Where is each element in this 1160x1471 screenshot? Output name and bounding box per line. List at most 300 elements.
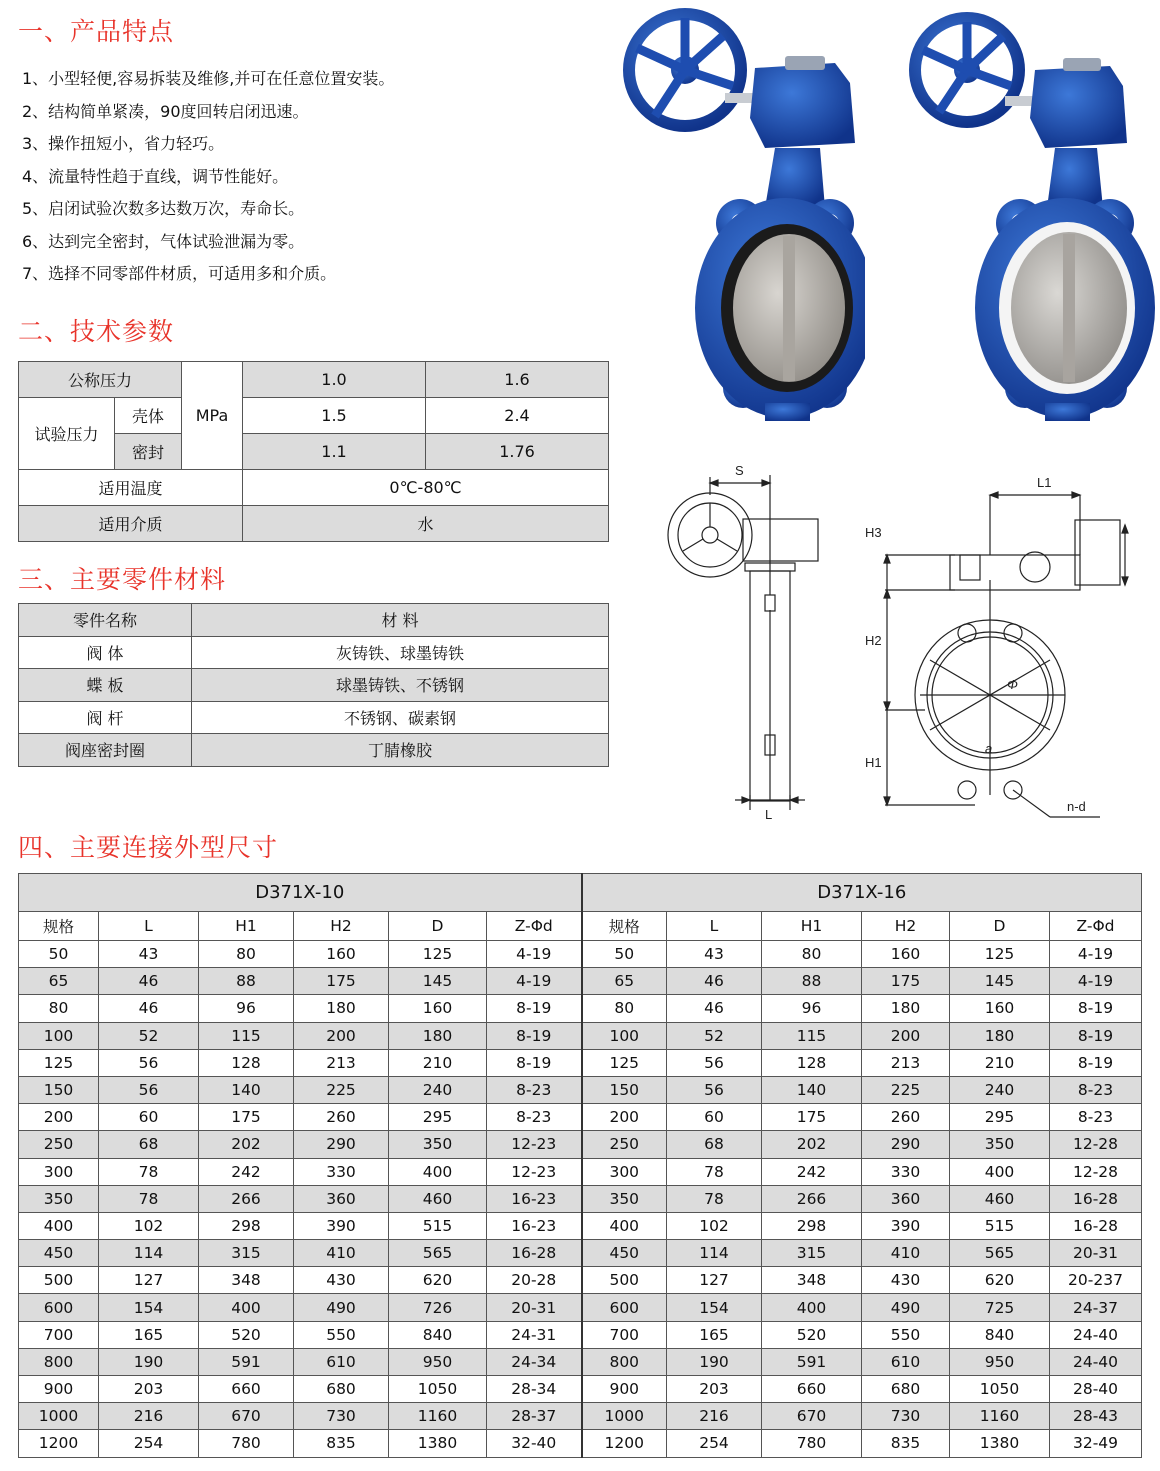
feature-item: 4、流量特性趋于直线，调节性能好。 bbox=[22, 166, 289, 186]
dims-cell: 32-40 bbox=[487, 1430, 582, 1457]
dims-cell: 68 bbox=[667, 1131, 762, 1158]
dims-cell: 145 bbox=[950, 968, 1050, 995]
dims-cell: 56 bbox=[667, 1076, 762, 1103]
dims-cell: 88 bbox=[199, 968, 294, 995]
dims-cell: 78 bbox=[667, 1158, 762, 1185]
dims-cell: 242 bbox=[762, 1158, 862, 1185]
dims-cell: 46 bbox=[667, 968, 762, 995]
dims-cell: 127 bbox=[99, 1267, 199, 1294]
dims-cell: 565 bbox=[389, 1240, 487, 1267]
dims-cell: 12-23 bbox=[487, 1131, 582, 1158]
dims-cell: 20-28 bbox=[487, 1267, 582, 1294]
dims-cell: 145 bbox=[389, 968, 487, 995]
dims-cell: 680 bbox=[862, 1376, 950, 1403]
dims-cell: 165 bbox=[667, 1321, 762, 1348]
dims-row bbox=[19, 968, 1142, 995]
dims-cell: 46 bbox=[99, 968, 199, 995]
dims-cell: 1000 bbox=[19, 1403, 99, 1430]
dims-cell: 900 bbox=[19, 1376, 99, 1403]
dims-row bbox=[19, 1403, 1142, 1430]
part-material: 灰铸铁、球墨铸铁 bbox=[192, 636, 609, 669]
dims-cell: 52 bbox=[99, 1022, 199, 1049]
dims-cell: 8-19 bbox=[1050, 1049, 1142, 1076]
dims-cell: 348 bbox=[762, 1267, 862, 1294]
dims-cell: 350 bbox=[950, 1131, 1050, 1158]
dims-row bbox=[19, 1104, 1142, 1131]
dims-cell: 240 bbox=[389, 1076, 487, 1103]
dims-cell: 180 bbox=[294, 995, 389, 1022]
dims-row bbox=[19, 1022, 1142, 1049]
dims-header-cell: H1 bbox=[762, 912, 862, 941]
test-pressure-label: 试验压力 bbox=[19, 398, 115, 470]
dims-cell: 190 bbox=[99, 1348, 199, 1375]
dims-row bbox=[19, 1049, 1142, 1076]
dims-cell: 400 bbox=[950, 1158, 1050, 1185]
dims-cell: 8-19 bbox=[1050, 995, 1142, 1022]
dims-cell: 254 bbox=[99, 1430, 199, 1457]
dims-cell: 24-40 bbox=[1050, 1348, 1142, 1375]
dims-cell: 28-37 bbox=[487, 1403, 582, 1430]
dims-cell: 726 bbox=[389, 1294, 487, 1321]
dims-row bbox=[19, 1348, 1142, 1375]
dims-cell: 500 bbox=[582, 1267, 667, 1294]
dims-header-cell: H2 bbox=[862, 912, 950, 941]
dims-cell: 410 bbox=[294, 1240, 389, 1267]
dims-cell: 591 bbox=[199, 1348, 294, 1375]
dims-cell: 450 bbox=[582, 1240, 667, 1267]
dims-cell: 670 bbox=[762, 1403, 862, 1430]
dims-cell: 20-237 bbox=[1050, 1267, 1142, 1294]
dims-cell: 295 bbox=[389, 1104, 487, 1131]
dims-header-cell: D bbox=[950, 912, 1050, 941]
dims-cell: 200 bbox=[294, 1022, 389, 1049]
dims-cell: 660 bbox=[199, 1376, 294, 1403]
dims-cell: 28-43 bbox=[1050, 1403, 1142, 1430]
dims-cell: 50 bbox=[582, 941, 667, 968]
dims-header-cell: H1 bbox=[199, 912, 294, 941]
dims-row bbox=[19, 1321, 1142, 1348]
dims-header-cell: 规格 bbox=[582, 912, 667, 941]
dims-cell: 88 bbox=[762, 968, 862, 995]
dims-cell: 900 bbox=[582, 1376, 667, 1403]
dims-cell: 20-31 bbox=[487, 1294, 582, 1321]
dims-cell: 266 bbox=[199, 1185, 294, 1212]
dims-cell: 102 bbox=[99, 1212, 199, 1239]
model-d371x-16: D371X-16 bbox=[582, 874, 1142, 912]
dims-cell: 175 bbox=[199, 1104, 294, 1131]
dims-cell: 8-23 bbox=[487, 1104, 582, 1131]
dims-cell: 350 bbox=[582, 1185, 667, 1212]
dims-cell: 12-28 bbox=[1050, 1158, 1142, 1185]
dims-row bbox=[19, 1376, 1142, 1403]
dims-cell: 800 bbox=[582, 1348, 667, 1375]
dims-cell: 127 bbox=[667, 1267, 762, 1294]
dims-cell: 16-23 bbox=[487, 1185, 582, 1212]
dims-cell: 400 bbox=[389, 1158, 487, 1185]
dims-cell: 24-31 bbox=[487, 1321, 582, 1348]
dims-row bbox=[19, 995, 1142, 1022]
dims-cell: 8-23 bbox=[487, 1076, 582, 1103]
dims-cell: 840 bbox=[950, 1321, 1050, 1348]
dims-cell: 254 bbox=[667, 1430, 762, 1457]
dims-cell: 1380 bbox=[950, 1430, 1050, 1457]
feature-item: 5、启闭试验次数多达数万次，寿命长。 bbox=[22, 199, 305, 218]
dims-cell: 8-19 bbox=[1050, 1022, 1142, 1049]
pn-value: 1.6 bbox=[426, 362, 609, 398]
dims-cell: 16-28 bbox=[1050, 1185, 1142, 1212]
dims-cell: 225 bbox=[862, 1076, 950, 1103]
dims-cell: 4-19 bbox=[1050, 941, 1142, 968]
dims-header-cell: L bbox=[99, 912, 199, 941]
dims-cell: 46 bbox=[667, 995, 762, 1022]
dims-cell: 80 bbox=[762, 941, 862, 968]
dims-cell: 260 bbox=[294, 1104, 389, 1131]
dims-cell: 520 bbox=[199, 1321, 294, 1348]
dims-cell: 266 bbox=[762, 1185, 862, 1212]
dims-cell: 115 bbox=[199, 1022, 294, 1049]
dims-row bbox=[19, 1240, 1142, 1267]
dims-cell: 128 bbox=[762, 1049, 862, 1076]
dims-cell: 400 bbox=[19, 1212, 99, 1239]
dims-header-cell: Z-Φd bbox=[487, 912, 582, 941]
dims-cell: 12-28 bbox=[1050, 1131, 1142, 1158]
dims-cell: 154 bbox=[667, 1294, 762, 1321]
dims-cell: 610 bbox=[294, 1348, 389, 1375]
dims-row bbox=[19, 941, 1142, 968]
label-h3: H3 bbox=[865, 525, 882, 540]
dims-cell: 350 bbox=[19, 1185, 99, 1212]
dims-cell: 565 bbox=[950, 1240, 1050, 1267]
materials-col-material: 材 料 bbox=[192, 604, 609, 637]
dims-cell: 780 bbox=[199, 1430, 294, 1457]
dims-cell: 202 bbox=[762, 1131, 862, 1158]
dims-cell: 16-28 bbox=[1050, 1212, 1142, 1239]
dims-cell: 50 bbox=[19, 941, 99, 968]
label-h2: H2 bbox=[865, 633, 882, 648]
dims-cell: 260 bbox=[862, 1104, 950, 1131]
dims-cell: 240 bbox=[950, 1076, 1050, 1103]
dims-row bbox=[19, 1294, 1142, 1321]
part-material: 不锈钢、碳素钢 bbox=[192, 701, 609, 734]
dims-cell: 96 bbox=[199, 995, 294, 1022]
dims-cell: 125 bbox=[950, 941, 1050, 968]
dims-cell: 210 bbox=[950, 1049, 1050, 1076]
dims-cell: 290 bbox=[294, 1131, 389, 1158]
dims-cell: 43 bbox=[99, 941, 199, 968]
dims-cell: 12-23 bbox=[487, 1158, 582, 1185]
dims-cell: 840 bbox=[389, 1321, 487, 1348]
dims-cell: 835 bbox=[862, 1430, 950, 1457]
dims-row bbox=[19, 1212, 1142, 1239]
feature-item: 7、选择不同零部件材质，可适用多和介质。 bbox=[22, 264, 337, 283]
dims-cell: 200 bbox=[19, 1104, 99, 1131]
dims-cell: 1050 bbox=[950, 1376, 1050, 1403]
part-name: 阀 体 bbox=[19, 636, 192, 669]
dims-cell: 295 bbox=[950, 1104, 1050, 1131]
materials-row bbox=[19, 636, 609, 669]
dims-cell: 298 bbox=[199, 1212, 294, 1239]
dims-cell: 56 bbox=[667, 1049, 762, 1076]
materials-title: 三、主要零件材料 bbox=[18, 565, 227, 594]
dims-cell: 154 bbox=[99, 1294, 199, 1321]
dims-cell: 210 bbox=[389, 1049, 487, 1076]
dims-cell: 725 bbox=[950, 1294, 1050, 1321]
dims-cell: 140 bbox=[199, 1076, 294, 1103]
label-nd: n-d bbox=[1067, 799, 1086, 814]
dims-cell: 114 bbox=[667, 1240, 762, 1267]
dims-cell: 390 bbox=[294, 1212, 389, 1239]
dims-cell: 8-19 bbox=[487, 995, 582, 1022]
dims-cell: 165 bbox=[99, 1321, 199, 1348]
dims-cell: 300 bbox=[582, 1158, 667, 1185]
dims-cell: 730 bbox=[862, 1403, 950, 1430]
feature-item: 6、达到完全密封，气体试验泄漏为零。 bbox=[22, 231, 305, 251]
dims-cell: 80 bbox=[199, 941, 294, 968]
dims-cell: 78 bbox=[667, 1185, 762, 1212]
dims-header-cell: Z-Φd bbox=[1050, 912, 1142, 941]
dims-cell: 520 bbox=[762, 1321, 862, 1348]
shell-label: 壳体 bbox=[115, 398, 182, 434]
dims-header-cell: H2 bbox=[294, 912, 389, 941]
dims-cell: 550 bbox=[294, 1321, 389, 1348]
dims-cell: 1160 bbox=[950, 1403, 1050, 1430]
label-s: S bbox=[735, 463, 744, 478]
dims-row bbox=[19, 1430, 1142, 1457]
dims-cell: 28-40 bbox=[1050, 1376, 1142, 1403]
dims-cell: 450 bbox=[19, 1240, 99, 1267]
dims-cell: 1200 bbox=[19, 1430, 99, 1457]
materials-row bbox=[19, 701, 609, 734]
dims-cell: 460 bbox=[950, 1185, 1050, 1212]
dims-cell: 216 bbox=[99, 1403, 199, 1430]
dims-cell: 60 bbox=[99, 1104, 199, 1131]
materials-col-part: 零件名称 bbox=[19, 604, 192, 637]
dims-cell: 680 bbox=[294, 1376, 389, 1403]
dims-cell: 348 bbox=[199, 1267, 294, 1294]
nominal-pressure-label: 公称压力 bbox=[19, 362, 182, 398]
dims-cell: 180 bbox=[389, 1022, 487, 1049]
dims-cell: 660 bbox=[762, 1376, 862, 1403]
dims-cell: 24-34 bbox=[487, 1348, 582, 1375]
dims-cell: 410 bbox=[862, 1240, 950, 1267]
feature-item: 3、操作扭短小，省力轻巧。 bbox=[22, 134, 225, 153]
dims-cell: 8-23 bbox=[1050, 1104, 1142, 1131]
shell-value: 1.5 bbox=[243, 398, 426, 434]
materials-table bbox=[18, 603, 609, 767]
dims-cell: 315 bbox=[199, 1240, 294, 1267]
dims-cell: 20-31 bbox=[1050, 1240, 1142, 1267]
dims-cell: 620 bbox=[389, 1267, 487, 1294]
dims-cell: 950 bbox=[950, 1348, 1050, 1375]
dims-header-row bbox=[19, 912, 1142, 941]
dims-cell: 300 bbox=[19, 1158, 99, 1185]
dims-cell: 400 bbox=[199, 1294, 294, 1321]
dims-cell: 950 bbox=[389, 1348, 487, 1375]
dims-cell: 78 bbox=[99, 1158, 199, 1185]
valve-photo-rubber-seat bbox=[615, 8, 865, 428]
pressure-unit: MPa bbox=[182, 362, 243, 470]
dims-table bbox=[18, 873, 1142, 1458]
dims-cell: 150 bbox=[582, 1076, 667, 1103]
shell-value: 2.4 bbox=[426, 398, 609, 434]
dims-cell: 550 bbox=[862, 1321, 950, 1348]
label-phi: Φ bbox=[1007, 677, 1018, 692]
valve-photo-ptfe-seat bbox=[905, 8, 1155, 428]
dims-cell: 330 bbox=[294, 1158, 389, 1185]
dims-cell: 100 bbox=[582, 1022, 667, 1049]
seal-value: 1.1 bbox=[243, 434, 426, 470]
part-name: 蝶 板 bbox=[19, 669, 192, 702]
materials-row bbox=[19, 669, 609, 702]
side-view-drawing bbox=[668, 475, 818, 810]
dims-cell: 500 bbox=[19, 1267, 99, 1294]
dims-cell: 400 bbox=[582, 1212, 667, 1239]
dims-cell: 460 bbox=[389, 1185, 487, 1212]
dims-cell: 225 bbox=[294, 1076, 389, 1103]
dims-cell: 1200 bbox=[582, 1430, 667, 1457]
dims-cell: 1000 bbox=[582, 1403, 667, 1430]
dims-cell: 65 bbox=[19, 968, 99, 995]
dims-cell: 46 bbox=[99, 995, 199, 1022]
temp-value: 0℃-80℃ bbox=[243, 470, 609, 506]
dims-cell: 835 bbox=[294, 1430, 389, 1457]
medium-value: 水 bbox=[243, 506, 609, 542]
temp-label: 适用温度 bbox=[19, 470, 243, 506]
dims-cell: 200 bbox=[582, 1104, 667, 1131]
dims-cell: 150 bbox=[19, 1076, 99, 1103]
dims-cell: 56 bbox=[99, 1049, 199, 1076]
dims-cell: 360 bbox=[862, 1185, 950, 1212]
dims-cell: 100 bbox=[19, 1022, 99, 1049]
dims-cell: 360 bbox=[294, 1185, 389, 1212]
dims-cell: 125 bbox=[582, 1049, 667, 1076]
dims-cell: 8-23 bbox=[1050, 1076, 1142, 1103]
dims-cell: 800 bbox=[19, 1348, 99, 1375]
part-name: 阀 杆 bbox=[19, 701, 192, 734]
model-d371x-10: D371X-10 bbox=[19, 874, 582, 912]
dims-cell: 213 bbox=[294, 1049, 389, 1076]
dims-cell: 600 bbox=[582, 1294, 667, 1321]
dims-row bbox=[19, 1158, 1142, 1185]
label-l: L bbox=[765, 807, 773, 822]
dims-cell: 16-28 bbox=[487, 1240, 582, 1267]
feature-item: 2、结构简单紧凑，90度回转启闭迅速。 bbox=[22, 101, 309, 121]
dims-header-cell: L bbox=[667, 912, 762, 941]
dims-cell: 24-40 bbox=[1050, 1321, 1142, 1348]
dims-cell: 140 bbox=[762, 1076, 862, 1103]
dims-cell: 4-19 bbox=[487, 968, 582, 995]
part-material: 球墨铸铁、不锈钢 bbox=[192, 669, 609, 702]
pn-value: 1.0 bbox=[243, 362, 426, 398]
dims-cell: 160 bbox=[294, 941, 389, 968]
dims-cell: 160 bbox=[389, 995, 487, 1022]
dims-cell: 591 bbox=[762, 1348, 862, 1375]
dims-cell: 65 bbox=[582, 968, 667, 995]
dims-cell: 160 bbox=[862, 941, 950, 968]
dims-cell: 490 bbox=[862, 1294, 950, 1321]
dims-cell: 43 bbox=[667, 941, 762, 968]
dims-cell: 24-37 bbox=[1050, 1294, 1142, 1321]
dims-title: 四、主要连接外型尺寸 bbox=[18, 833, 279, 862]
dims-cell: 390 bbox=[862, 1212, 950, 1239]
dims-cell: 4-19 bbox=[487, 941, 582, 968]
dims-cell: 60 bbox=[667, 1104, 762, 1131]
dims-cell: 1380 bbox=[389, 1430, 487, 1457]
dims-cell: 242 bbox=[199, 1158, 294, 1185]
label-alpha: a bbox=[985, 741, 993, 756]
dims-row bbox=[19, 1267, 1142, 1294]
front-view-drawing bbox=[884, 492, 1128, 817]
dims-cell: 315 bbox=[762, 1240, 862, 1267]
dims-cell: 700 bbox=[582, 1321, 667, 1348]
dims-cell: 80 bbox=[582, 995, 667, 1022]
dims-cell: 202 bbox=[199, 1131, 294, 1158]
dims-cell: 68 bbox=[99, 1131, 199, 1158]
dims-cell: 175 bbox=[294, 968, 389, 995]
dims-cell: 203 bbox=[667, 1376, 762, 1403]
dims-cell: 1160 bbox=[389, 1403, 487, 1430]
dims-cell: 8-19 bbox=[487, 1049, 582, 1076]
dims-cell: 125 bbox=[19, 1049, 99, 1076]
params-table bbox=[18, 361, 609, 542]
dims-cell: 78 bbox=[99, 1185, 199, 1212]
dims-cell: 4-19 bbox=[1050, 968, 1142, 995]
seal-label: 密封 bbox=[115, 434, 182, 470]
dims-cell: 730 bbox=[294, 1403, 389, 1430]
dims-cell: 330 bbox=[862, 1158, 950, 1185]
dims-cell: 200 bbox=[862, 1022, 950, 1049]
dims-cell: 180 bbox=[862, 995, 950, 1022]
dims-cell: 515 bbox=[389, 1212, 487, 1239]
dims-cell: 96 bbox=[762, 995, 862, 1022]
dims-cell: 350 bbox=[389, 1131, 487, 1158]
params-title: 二、技术参数 bbox=[18, 317, 175, 346]
dims-header-cell: D bbox=[389, 912, 487, 941]
dims-cell: 430 bbox=[294, 1267, 389, 1294]
dims-cell: 114 bbox=[99, 1240, 199, 1267]
dims-cell: 32-49 bbox=[1050, 1430, 1142, 1457]
dims-cell: 203 bbox=[99, 1376, 199, 1403]
dims-cell: 175 bbox=[862, 968, 950, 995]
dims-cell: 430 bbox=[862, 1267, 950, 1294]
dims-cell: 298 bbox=[762, 1212, 862, 1239]
dims-cell: 80 bbox=[19, 995, 99, 1022]
dims-cell: 52 bbox=[667, 1022, 762, 1049]
materials-row bbox=[19, 734, 609, 767]
feature-item: 1、小型轻便,容易拆装及维修,并可在任意位置安装。 bbox=[22, 69, 395, 88]
dims-cell: 1050 bbox=[389, 1376, 487, 1403]
dims-cell: 250 bbox=[19, 1131, 99, 1158]
dims-cell: 290 bbox=[862, 1131, 950, 1158]
dims-cell: 600 bbox=[19, 1294, 99, 1321]
dims-cell: 8-19 bbox=[487, 1022, 582, 1049]
dims-cell: 610 bbox=[862, 1348, 950, 1375]
dims-cell: 160 bbox=[950, 995, 1050, 1022]
dims-cell: 780 bbox=[762, 1430, 862, 1457]
features-list bbox=[22, 66, 394, 294]
dims-cell: 28-34 bbox=[487, 1376, 582, 1403]
part-name: 阀座密封圈 bbox=[19, 734, 192, 767]
dims-cell: 213 bbox=[862, 1049, 950, 1076]
dims-cell: 190 bbox=[667, 1348, 762, 1375]
dims-cell: 216 bbox=[667, 1403, 762, 1430]
dims-cell: 620 bbox=[950, 1267, 1050, 1294]
dims-cell: 115 bbox=[762, 1022, 862, 1049]
dims-cell: 700 bbox=[19, 1321, 99, 1348]
dims-cell: 16-23 bbox=[487, 1212, 582, 1239]
dims-header-cell: 规格 bbox=[19, 912, 99, 941]
dims-cell: 490 bbox=[294, 1294, 389, 1321]
